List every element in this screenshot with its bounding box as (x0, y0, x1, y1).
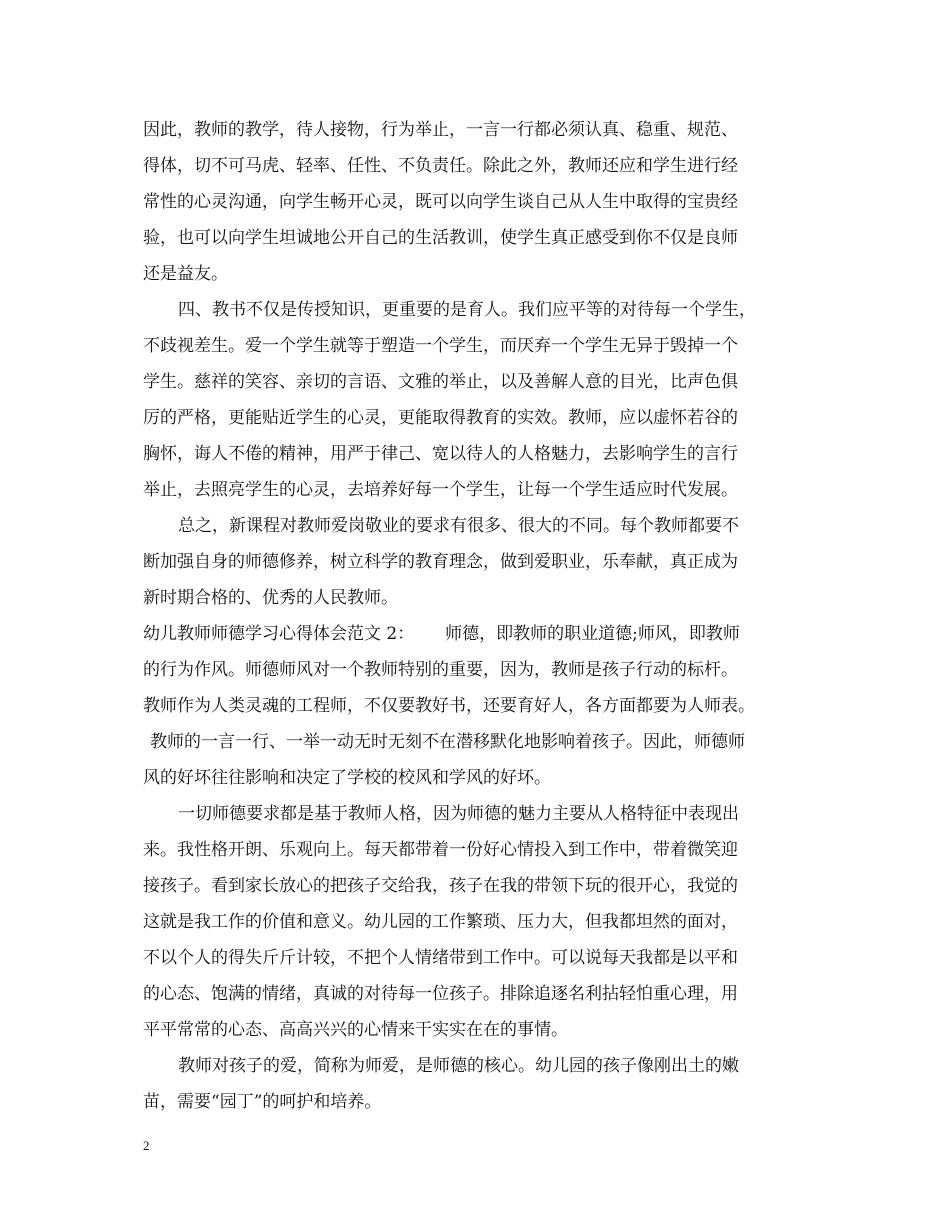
text-line: 还是益友。 (143, 264, 228, 284)
text-line: 接孩子。看到家长放心的把孩子交给我，孩子在我的带领下玩的很开心，我觉的 (143, 876, 738, 896)
text-line: 总之，新课程对教师爱岗敬业的要求有很多、很大的不同。每个教师都要不 (178, 516, 739, 536)
text-line: 断加强自身的师德修养，树立科学的教育理念，做到爱职业，乐奉献，真正成为 (143, 552, 738, 572)
page-number: 2 (143, 1138, 150, 1153)
text-line: 教师作为人类灵魂的工程师，不仅要教好书，还要育好人，各方面都要为人师表。 (143, 696, 755, 716)
text-line: 验，也可以向学生坦诚地公开自己的生活教训，使学生真正感受到你不仅是良师 (143, 228, 738, 248)
text-line: 苗，需要“园丁”的呵护和培养。 (143, 1092, 382, 1112)
text-line: 教师的一言一行、一举一动无时无刻不在潜移默化地影响着孩子。因此，师德师 (150, 732, 745, 752)
text-line: 学生。慈祥的笑容、亲切的言语、文雅的举止，以及善解人意的目光，比声色俱 (143, 372, 738, 392)
text-line: 厉的严格，更能贴近学生的心灵，更能取得教育的实效。教师，应以虚怀若谷的 (143, 408, 738, 428)
text-line: 的心态、饱满的情绪，真诚的对待每一位孩子。排除追逐名利拈轻怕重心理，用 (143, 984, 738, 1004)
text-line: 四、教书不仅是传授知识，更重要的是育人。我们应平等的对待每一个学生， (178, 300, 756, 320)
text-line: 风的好坏往往影响和决定了学校的校风和学风的好坏。 (143, 768, 551, 788)
text-line: 常性的心灵沟通，向学生畅开心灵，既可以向学生谈自己从人生中取得的宝贵经 (143, 192, 738, 212)
text-line: 来。我性格开朗、乐观向上。每天都带着一份好心情投入到工作中，带着微笑迎 (143, 840, 738, 860)
text-line: 胸怀，诲人不倦的精神，用严于律己、宽以待人的人格魅力，去影响学生的言行 (143, 444, 738, 464)
text-line: 新时期合格的、优秀的人民教师。 (143, 588, 398, 608)
text-line: 教师对孩子的爱，简称为师爱，是师德的核心。幼儿园的孩子像刚出土的嫩 (178, 1056, 739, 1076)
text-line: 这就是我工作的价值和意义。幼儿园的工作繁琐、压力大，但我都坦然的面对， (143, 912, 738, 932)
text-line: 一切师德要求都是基于教师人格，因为师德的魅力主要从人格特征中表现出 (178, 804, 739, 824)
text-line: 不歧视差生。爱一个学生就等于塑造一个学生，而厌弃一个学生无异于毁掉一个 (143, 336, 738, 356)
text-line: 平平常常的心态、高高兴兴的心情来干实实在在的事情。 (143, 1020, 568, 1040)
text-line: 举止，去照亮学生的心灵，去培养好每一个学生，让每一个学生适应时代发展。 (143, 480, 738, 500)
text-line: 幼儿教师师德学习心得体会范文 2： 师德，即教师的职业道德;师风，即教师 (143, 624, 740, 644)
text-line: 不以个人的得失斤斤计较，不把个人情绪带到工作中。可以说每天我都是以平和 (143, 948, 738, 968)
text-line: 的行为作风。师德师风对一个教师特别的重要，因为，教师是孩子行动的标杆。 (143, 660, 738, 680)
text-line: 得体，切不可马虎、轻率、任性、不负责任。除此之外，教师还应和学生进行经 (143, 156, 738, 176)
text-line: 因此，教师的教学，待人接物，行为举止，一言一行都必须认真、稳重、规范、 (143, 120, 738, 140)
